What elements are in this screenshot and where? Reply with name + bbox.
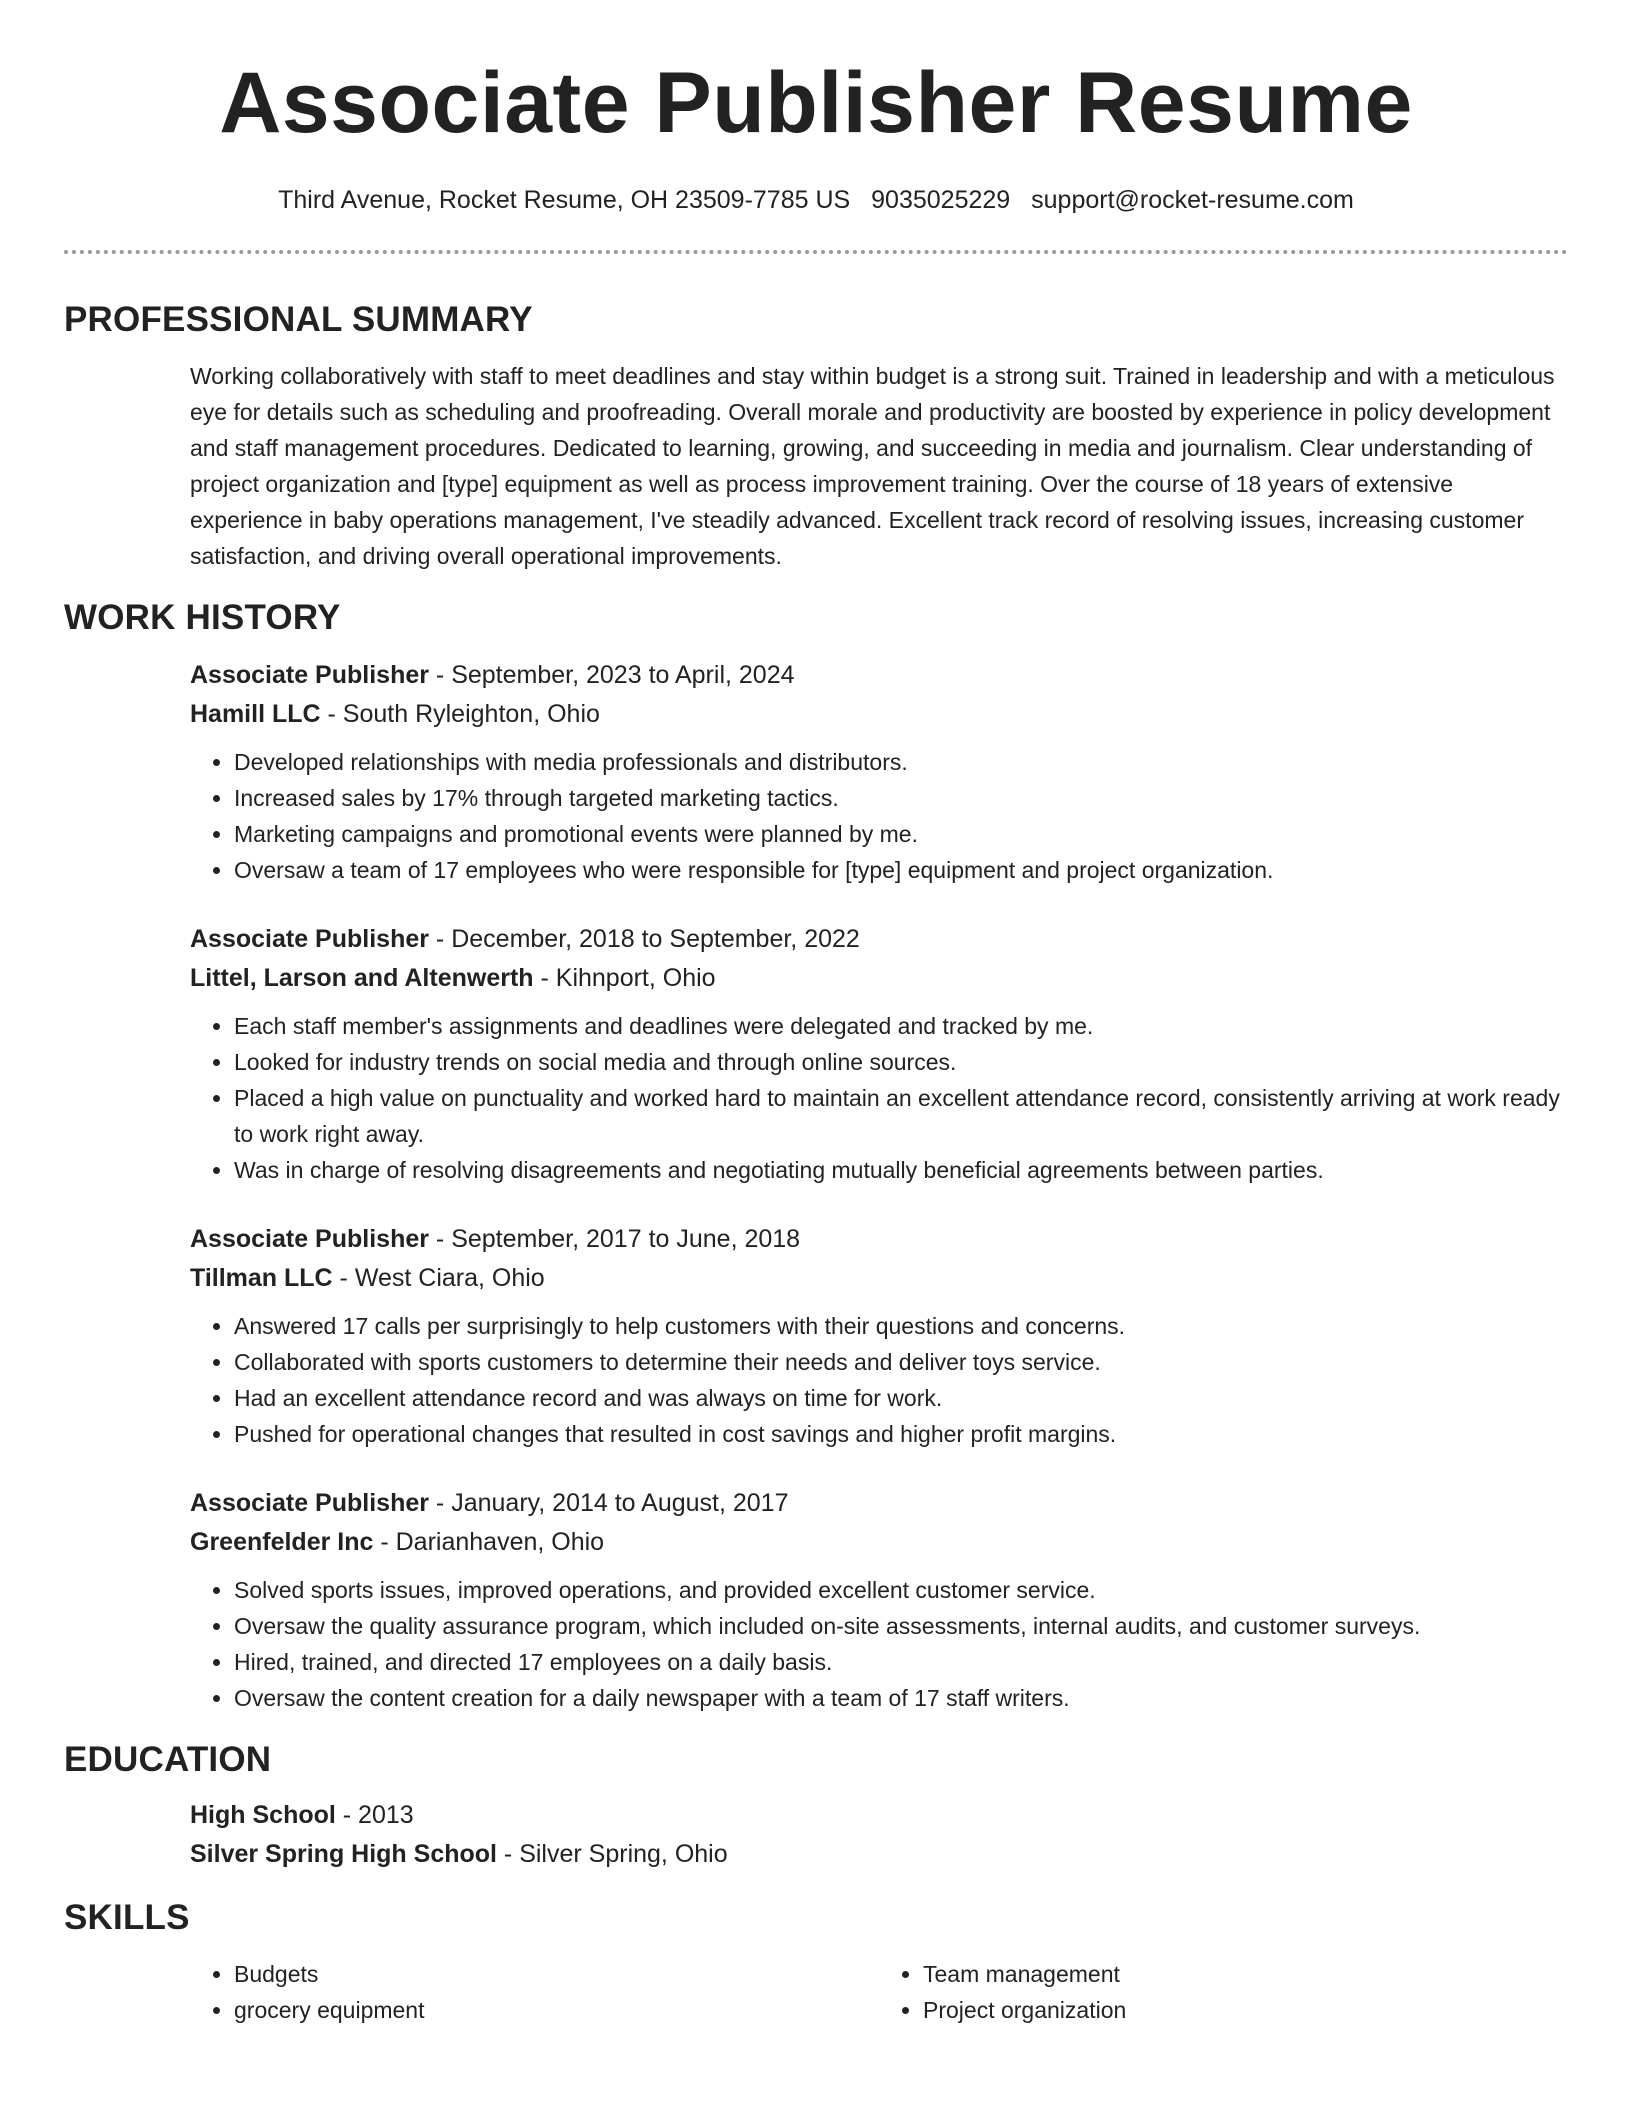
summary-text: Working collaboratively with staff to meet deadlines and stay within budget is a strong suit. Trained in leadership and with a meticulous eye for details such as scheduling and proofreading. Overall morale and productivity are boosted by experience in policy development and staff management procedures. Dedicated to learning, growing, and succeeding in media and journalism. Clear understanding of project organization and [type] equipment as well as process improvement training. Over the course of 18 years of extensive experience in baby operations management, I've steadily advanced. Excellent track record of resolving issues, increasing customer satisfaction, and driving overall operational improvements. xyxy=(190,363,1555,569)
job-entry xyxy=(190,1484,1568,1716)
job-title-line xyxy=(190,1220,1568,1259)
job-company-line xyxy=(190,695,1568,734)
job-entry xyxy=(190,656,1568,888)
job-bullet: • Was in charge of resolving disagreements and negotiating mutually beneficial agreements between parties. xyxy=(234,1152,1568,1188)
job-role: Associate Publisher xyxy=(190,661,429,689)
job-bullet: • Oversaw the content creation for a daily newspaper with a team of 17 staff writers. xyxy=(234,1680,1568,1716)
skill-item: • Team management xyxy=(923,1956,1568,1992)
education-degree-line xyxy=(190,1796,1568,1835)
job-bullet: • Answered 17 calls per surprisingly to help customers with their questions and concerns. xyxy=(234,1308,1568,1344)
job-bullet: • Increased sales by 17% through targeted marketing tactics. xyxy=(234,780,1568,816)
skills-grid xyxy=(190,1956,1568,2028)
header-divider xyxy=(64,250,1568,254)
skill-item: • Budgets xyxy=(234,1956,879,1992)
education-heading: EDUCATION xyxy=(64,1740,272,1779)
job-location: - Darianhaven, Ohio xyxy=(373,1528,605,1556)
job-dates: - January, 2014 to August, 2017 xyxy=(428,1489,789,1517)
job-location: - Kihnport, Ohio xyxy=(533,964,716,992)
job-bullet: • Solved sports issues, improved operations, and provided excellent customer service. xyxy=(234,1572,1568,1608)
education-degree: High School xyxy=(190,1801,336,1829)
job-bullet: • Oversaw a team of 17 employees who were responsible for [type] equipment and project organization. xyxy=(234,852,1568,888)
job-bullet: • Collaborated with sports customers to determine their needs and deliver toys service. xyxy=(234,1344,1568,1380)
job-entry xyxy=(190,920,1568,1188)
skills-heading: SKILLS xyxy=(64,1898,190,1937)
job-title-line xyxy=(190,1484,1568,1523)
skill-item: • grocery equipment xyxy=(234,1992,879,2028)
job-dates: - December, 2018 to September, 2022 xyxy=(428,925,860,953)
job-company-line xyxy=(190,959,1568,998)
job-company: Tillman LLC xyxy=(190,1264,333,1292)
work-history-section xyxy=(64,596,1568,1716)
job-bullets xyxy=(190,1308,1568,1452)
work-history-heading: WORK HISTORY xyxy=(64,598,341,637)
job-company-line xyxy=(190,1523,1568,1562)
phone: 9035025229 xyxy=(871,186,1011,214)
job-dates: - September, 2023 to April, 2024 xyxy=(428,661,795,689)
job-bullet: • Looked for industry trends on social media and through online sources. xyxy=(234,1044,1568,1080)
education-year: - 2013 xyxy=(335,1801,414,1829)
skill-item: • Project organization xyxy=(923,1992,1568,2028)
job-bullet: • Oversaw the quality assurance program, which included on-site assessments, internal audits, and customer surveys. xyxy=(234,1608,1568,1644)
education-school: Silver Spring High School xyxy=(190,1840,497,1868)
job-title-line xyxy=(190,920,1568,959)
address: Third Avenue, Rocket Resume, OH 23509-7785 US xyxy=(278,186,851,214)
job-role: Associate Publisher xyxy=(190,1489,429,1517)
job-company-line xyxy=(190,1259,1568,1298)
education-location: - Silver Spring, Ohio xyxy=(496,1840,728,1868)
job-entry xyxy=(190,1220,1568,1452)
job-bullet: • Each staff member's assignments and deadlines were delegated and tracked by me. xyxy=(234,1008,1568,1044)
job-company: Greenfelder Inc xyxy=(190,1528,374,1556)
job-bullets xyxy=(190,1008,1568,1188)
job-dates: - September, 2017 to June, 2018 xyxy=(428,1225,801,1253)
resume-title: Associate Publisher Resume xyxy=(219,55,1413,151)
job-bullet: • Developed relationships with media professionals and distributors. xyxy=(234,744,1568,780)
job-bullet: • Hired, trained, and directed 17 employees on a daily basis. xyxy=(234,1644,1568,1680)
job-bullets xyxy=(190,744,1568,888)
education-school-line xyxy=(190,1835,1568,1874)
job-bullet: • Marketing campaigns and promotional events were planned by me. xyxy=(234,816,1568,852)
job-location: - South Ryleighton, Ohio xyxy=(320,700,600,728)
skills-column-right xyxy=(879,1956,1568,2028)
email: support@rocket-resume.com xyxy=(1031,186,1354,214)
job-bullets xyxy=(190,1572,1568,1716)
job-company: Hamill LLC xyxy=(190,700,321,728)
summary-section xyxy=(64,298,1568,574)
job-bullet: • Had an excellent attendance record and was always on time for work. xyxy=(234,1380,1568,1416)
job-location: - West Ciara, Ohio xyxy=(332,1264,545,1292)
skills-section xyxy=(64,1896,1568,2028)
job-bullet: • Pushed for operational changes that resulted in cost savings and higher profit margins. xyxy=(234,1416,1568,1452)
job-title-line xyxy=(190,656,1568,695)
contact-info xyxy=(0,183,1632,217)
job-role: Associate Publisher xyxy=(190,925,429,953)
job-role: Associate Publisher xyxy=(190,1225,429,1253)
job-company: Littel, Larson and Altenwerth xyxy=(190,964,534,992)
skills-column-left xyxy=(190,1956,879,2028)
summary-heading: PROFESSIONAL SUMMARY xyxy=(64,300,533,339)
job-bullet: • Placed a high value on punctuality and worked hard to maintain an excellent attendance record, consistently arriving at work ready to work right away. xyxy=(234,1080,1568,1152)
education-section xyxy=(64,1738,1568,1874)
